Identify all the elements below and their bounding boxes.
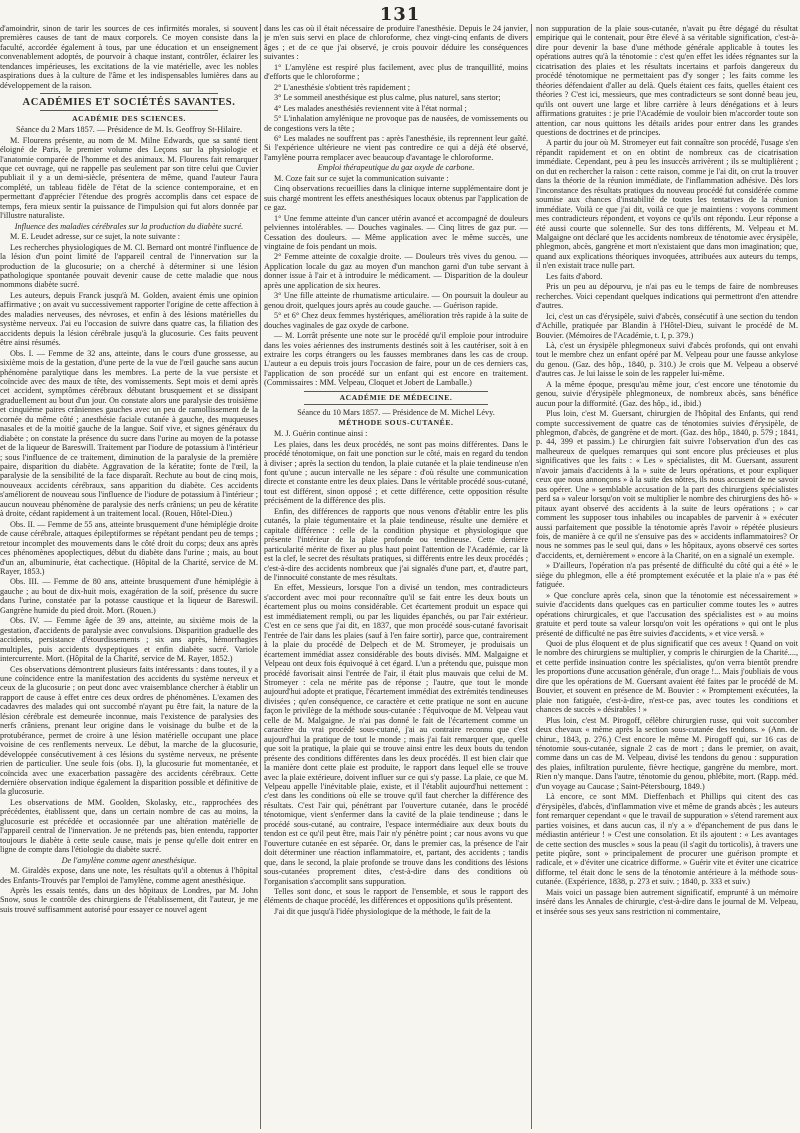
paragraph: — M. Lorrât présente une note sur le procédé qu'il emploie pour introduire dans les voies aériennes des instruments destinés soit à les cautériser, soit à en extraire les corps étrangers ou les fausses membranes dans les cas de croup. L'auteur a eu depuis trois jours l'occasion de faire, pour un de ces derniers cas, l'application de son procédé sur un enfant qui est encore en traitement. (Commissaires : MM. Velpeau, Cloquet et Jobert de Lamballe.) [264, 331, 528, 388]
paragraph: 5° et 6° Chez deux femmes hystériques, amélioration très rapide à la suite de douches vaginales de gaz oxyde de carbone. [264, 311, 528, 330]
section-rule-bottom [304, 404, 488, 405]
paragraph: 2° Femme atteinte de coxalgie droite. — Douleurs très vives du genou. — Application locale du gaz au moyen d'un manchon garni d'un tube servant à donner issue à l'air et à introduire le médicament. — Disparition de la douleur après une application de six heures. [264, 252, 528, 290]
list-item: 2° L'anesthésie s'obtient très rapidement ; [274, 82, 411, 92]
paragraph: Ces observations démontrent plusieurs faits intéressants : dans toutes, il y a une coïncidence entre la manifestation des accidents du système nerveux et ceux de la glucosurie ; on peut donc avec vraisemblance chercher à établir un rapport de cause à effet entre ces deux ordres de phénomènes. L'examen des cadavres des malades qui ont succombé n'ayant pu être fait, la nature de la lésion cérébrale est demeurée inconnue, mais l'existence de paralysies des nerfs crâniens, prenant leur origine dans le voisinage du bulbe et de la protubérance, permet de croire à une lésion matérielle occupant une place voisine de ces renflements nerveux. Le début, la marche de la glucosurie, développée consécutivement à ces lésions du système nerveux, ne présente rien de particulier. Une seule fois (obs. I), la glucosurie fut momentanée, et coïncida avec une exacerbation passagère des accidents cérébraux. Cette dernière observation indique également la disparition possible et définitive de la glucosurie. [0, 664, 258, 797]
seance-line: Séance du 2 Mars 1857. — Présidence de M. Is. Geoffroy St-Hilaire. [15, 125, 243, 135]
paragraph: J'ai dit que jusqu'à l'idée physiologique de la méthode, le fait de la [274, 906, 491, 916]
list-item: 1° L'amylène est respiré plus facilement, avec plus de tranquillité, moins d'efforts que le chloroforme ; [264, 62, 528, 82]
section-title: ACADÉMIES ET SOCIÉTÉS SAVANTES. [22, 97, 236, 109]
paragraph: Pris un peu au dépourvu, je n'ai pas eu le temps de faire de nombreuses recherches. Voici cependant quelques indications qui permettront d'en attendre d'autres. [536, 282, 798, 311]
observation-paragraph: Obs. III. — Femme de 80 ans, atteinte brusquement d'une hémiplégie à gauche ; au bout de dix-huit mois, exagération de la soif, présence du sucre dans l'urine, constatée par la potasse caustique et la liqueur de Bareswil. Gangrène humide du pied droit. Mort. (Rouen.) [0, 577, 258, 615]
paragraph: Quoi de plus éloquent et de plus significatif que ces aveux ! Quand on voit le nombre des chirurgiens se multiplier, y compris le chirurgien de la Charité...., et cette perfide insinuation contre les spécialistes, qu'on verra bientôt prendre les proportions d'une accusation générale, d'un orage !... Mais j'oubliais de vous dire que les opérations de M. Guersant avaient été faites par le procédé de M. Bouvier, et souvent en présence de M. Bouvier : « Promptement exécutées, la plaie non fatiguée, c'est-à-dire, n'est-ce pas, avec toutes les conditions et chances de succès » désirables ! » [536, 639, 798, 715]
list-item: 3° Le sommeil anesthésique est plus calme, plus naturel, sans stertor; [274, 93, 501, 103]
paragraph: Les recherches physiologiques de M. Cl. Bernard ont montré l'influence de la lésion d'un point limité de l'appareil central de l'innervation sur la production de la glucosurie; on a cherché à déterminer si une lésion pathologique spontanée pouvait devenir cause de cette maladie que nous nommons diabète sucré. [0, 242, 258, 290]
list-item: 6° Les malades ne souffrent pas : après l'anesthésie, ils reprennent leur gaîté. Si l'expérience ultérieure ne vient pas contredire ce qui a déjà été observé, l'amylène pourra remplacer avec beaucoup d'avantage le chloroforme. [264, 133, 528, 162]
section-rule-top [40, 93, 218, 94]
column-rule-right [531, 24, 532, 1129]
paragraph: Ici, c'est un cas d'érysipèle, suivi d'abcès, consécutif à une section du tendon d'Achille, pratiquée par Blandin à l'Hôtel-Dieu, suivant le procédé de M. Bouvier. (Mémoires de l'Académie, t. I, p. 379.) [536, 311, 798, 340]
paragraph: 3° Une fille atteinte de rhumatisme articulaire. — On poursuit la douleur au genou droit, quelques jours après au coude gauche. — Guérison rapide. [264, 291, 528, 310]
column-rule-left [260, 24, 261, 1129]
list-item: 4° Les malades anesthésiés reviennent vite à l'état normal ; [274, 103, 467, 113]
subheading: Influence des maladies cérébrales sur la production du diabète sucré. [14, 221, 244, 231]
paragraph: Les observations de MM. Goolden, Skolasky, etc., rapprochées des précédentes, établissent que, dans un certain nombre de cas au moins, la glucosurie est précédée et occasionnée par une altération matérielle de l'appareil central de l'innervation. Je ne prétends pas, bien entendu, rapporter toujours le diabète à cette seule cause, mais je pense qu'elle doit entrer en ligne de compte dans l'étiologie du diabète sucré. [0, 797, 258, 855]
paragraph: Les auteurs, depuis Franck jusqu'à M. Golden, avaient émis une opinion affirmative ; on avait vu successivement rapporter l'origine de cette affection à des maladies nerveuses, des névroses, et enfin à des lésions matérielles du système nerveux. J'ai eu l'occasion de suivre dans quatre cas, la filiation des accidents depuis la lésion cérébrale jusqu'à la glucosurie. Ces faits peuvent être ainsi résumés. [0, 290, 258, 348]
paragraph: A partir du jour où M. Stromeyer eut fait connaître son procédé, l'usage s'en répandit rapidement et on en obtint de nombreux cas de cicatrisation immédiate. Cependant, peu à peu les insuccès arrivèrent ; ils se multiplièrent ; on dut en rechercher la raison : cette raison, comme je l'ai dit, on crut la trouver dans la théorie de la réunion immédiate, de l'inflammation adhésive. Dès lors l'inconstance des résultats pratiques du nouveau procédé fut considérée comme soumise aux chances d'instabilité de toutes les tentatives de la réunion immédiate. Voilà ce que j'ai dit, voilà ce que je maintiens : voyons comment mes contradicteurs répondent, et voyons ce qu'ils ont répondu. Leur réponse a été aussi courte que solennelle. Sur des tons différents, M. Velpeau et M. Malgaigne ont déclaré que les accidents nombreux de ténotomie avec érysipèle, phlegmon, abcès, gangrène et mort n'existaient que dans mon imagination; que, quand aux explications théoriques invoquées, attribuées aux auteurs du temps, il n'en existait trace nulle part. [536, 138, 798, 271]
paragraph: En effet, Messieurs, lorsque l'on a divisé un tendon, mes contradicteurs s'accordent avec moi pour reconnaître qu'il se fait entre les deux bouts un écartement plus ou moins considérable. Cet écartement produit un espace qui est immédiatement rempli, ou par les liquides épanchés, ou par l'air extérieur. C'est en ce sens que j'ai dit, en 1837, que mon procédé sous-cutané favorisait l'entrée de l'air dans les plaies (sauf à l'en faire sortir), parce que, contrairement à la plaie du procédé de Delpech et de M. Stromeyer, je produisais un écartement immédiat assez considérable des bouts divisés. MM. Malgaigne et Velpeau ont deux fois équivoqué à cet égard. L'un a prétendu que, puisque mon procédé favorisait ainsi l'entrée de l'air, il était plus mauvais que celui de M. Stromeyer : cela ne mérite pas de réponse ; l'autre, que tout le monde aujourd'hui adopte et pratique, l'écartement immédiat des extrémités tendineuses divisées ; qu'en conséquence, ce caractère et cette pratique ne sont en aucune façon le privilège de la méthode sous-cutanée : l'équivoque de M. Velpeau vaut celle de M. Malgaigne. Je n'ai pas donné le fait de l'écartement comme un caractère du vrai procédé sous-cutané, j'ai au contraire reconnu que c'est aujourd'hui la pratique de tout le monde ; mais j'ai fait remarquer que, quelle que soit la pratique, la plaie qui se trouve ainsi entre les deux bouts du tendon présente des conditions différentes dans les deux procédés. Il est bien clair que la manière dont cette plaie est produite, le rapport dans lequel elle se trouve avec la plaie extérieure, doivent influer sur ce qui s'y passe. La plaie, ce que M. Velpeau appelle l'inévitable plaie, existe, et il l'établit aujourd'hui nettement : c'est dans les conditions où elle se trouve qu'il faut chercher la différence des résultats. C'est l'air qui, pénétrant par l'ouverture cutanée, dans le procédé ténotomique, vient s'enfermer dans la cavité de la plaie tendineuse ; dans le procédé sous-cutané, au contraire, l'espace intermédiaire aux deux bouts du tendon est ce qu'il peut être, mais l'air n'y pénètre point ; car nous avons vu que l'ouverture cutanée en est séparée. Or, dans le premier cas, la présence de l'air doit déterminer une réaction inflammatoire, et, partant, des accidents ; tandis que, dans le second, la plaie profonde se trouve dans les conditions des lésions sous-cutanées proprement dites, c'est-à-dire dans des conditions où l'organisation s'accomplit sans suppuration. [264, 583, 528, 886]
paragraph: Après les essais tentés, dans un des hôpitaux de Londres, par M. John Snow, sous le contrôle des chirurgiens de l'établissement, dit l'auteur, je me suis trouvé suffisamment autorisé pour essayer ce nouvel agent [0, 885, 258, 914]
paragraph: Là encore, ce sont MM. Dieffenbach et Phillips qui citent des cas d'érysipèles, d'abcès, d'inflammation vive et même de grands abcès ; les auteurs font remarquer cependant « que le travail de suppuration » s'étend rarement aux parties voisines, et dans aucun cas, il n'y a » d'épanchement de pus dans le médiastin antérieur ! » C'est une consolation. Et ils ajoutent : « Les avantages de cette section des muscles » sous la peau (il s'agit du torticolis), à travers une petite piqûre, sont » principalement de procurer une guérison prompte et radicale, et » d'éviter une cicatrice difforme. » Guérir vite et éviter une cicatrice difforme, tel était donc le sens de la ténotomie antérieure à la méthode sous-cutanée. (Expérience, 1838, p. 273 et suiv. ; 1840, p. 333 et suiv.) [536, 792, 798, 887]
paragraph: Les faits d'abord. [546, 271, 603, 281]
paragraph: M. J. Guérin continue ainsi : [274, 429, 368, 439]
paragraph: M. Coze fait sur ce sujet la communication suivante : [274, 173, 449, 183]
observation-paragraph: Obs. I. — Femme de 32 ans, atteinte, dans le cours d'une grossesse, au sixième mois de la gestation, d'une perte de la vue de l'œil gauche sans aucun phénomène paralytique dans les membres. La perte de la vue persiste et coïncide avec des maux de tête, des vomissements. Sept mois et demi après cet accident, symptômes cérébraux débutant brusquement et se dissipant graduellement au bout d'un jour. On constate alors une paralysie des troisième et cinquième paires crâniennes gauches avec un peu de ramollissement de la cornée du même côté ; anesthésie faciale cutanée à gauche, des muqueuses nasales et de la moitié gauche de la langue. Soif vive, et signes généraux du diabète ; on constate la présence du sucre dans l'urine au moyen de la potasse et de la liqueur de Bareswill. Traitement par l'iodure de potassium à l'intérieur ; sous l'influence de ce traitement, diminution de la paralysie de la première paire, disparition du diabète. Aggravation de la kératite; fonte de l'œil, la paralysie de la sensibilité de la face disparaît. Rechute au bout de cinq mois, nouveaux accidents cérébraux, sans apparition du diabète. Ces accidents s'améliorent de nouveau sous l'influence de l'iodure de potassium à l'intérieur ; aucun nouveau phénomène de paralysie des nerfs crâniens; un peu de kératite à droite, cédant rapidement à un traitement local. (Rouen, Hôtel-Dieu.) [0, 348, 258, 519]
paragraph: Enfin, des différences de rapports que nous venons d'établir entre les plis cutanés, la plaie tégumentaire et la plaie tendineuse, résulte une dernière et capitale différence : celle de la condition physique et physiologique que présente l'intérieur de la plaie profonde ou tendineuse. Cette dernière particularité mérite de fixer au plus haut point l'attention de l'Académie, car là est la clef, le secret des résultats pratiques, si différents entre les deux procédés ; c'est-à-dire des accidents nombreux que j'ai signalés d'une part, et, d'autre part, de l'innocuité constante de mes résultats. [264, 506, 528, 583]
quote-paragraph: » Que conclure après cela, sinon que la ténotomie est nécessairement » suivie d'accidents dans quelques cas en particulier comme toutes les » autres opérations chirurgicales, et que l'accusation des spécialistes est » au moins gratuite et perd toute sa valeur lorsqu'on voit les opérations » qui ont le plus présenté de difficulté ne pas être suivies d'accidents, » et vice versâ. » [536, 590, 798, 638]
academy-title: ACADÉMIE DE MÉDECINE. [339, 392, 453, 402]
paragraph: Là, c'est un érysipèle phlegmoneux suivi d'abcès profonds, qui ont envahi tout le membre chez un enfant opéré par M. Velpeau pour une fausse ankylose du genou. (Gaz. des hôp., 1840, p. 310.) Je crois que M. Velpeau a observé d'autres cas. Je lui laisse le soin de les rappeler lui-même. [536, 340, 798, 379]
seance-line: Séance du 10 Mars 1857. — Présidence de M. Michel Lévy. [297, 407, 495, 417]
paragraph: dans les cas où il était nécessaire de produire l'anesthésie. Depuis le 24 janvier, je m'en suis servi en place de chloroforme, chez vingt-cinq enfants de divers âges ; et de ce que j'ai observé, je crois pouvoir déduire les conséquences suivantes : [264, 24, 528, 62]
subheading: Emploi thérapeutique du gaz oxyde de carbone. [317, 163, 475, 173]
observation-paragraph: Obs. II. — Femme de 55 ans, atteinte brusquement d'une hémiplégie droite de cause cérébrale, attaques épileptiformes se répétant pendant peu de temps ; retour incomplet des mouvements dans le côté droit du corps; deux ans après ces phénomènes apoplectiques, début du diabète dans l'urine ; mais, au bout d'un an, albuminurie, état cachectique. (Hôpital de la Charité, service de M. Rayer, 1853.) [0, 519, 258, 577]
paragraph: Cinq observations recueillies dans la clinique interne supplémentaire dont je suis chargé montrent les effets anesthésiques locaux obtenus par l'application de ce gaz. [264, 184, 528, 213]
subheading: De l'amylène comme agent anesthésique. [61, 855, 197, 865]
paragraph: M. Flourens présente, au nom de M. Milne Edwards, que sa santé tient éloigné de Paris, le premier volume des Leçons sur la physiologie et l'anatomie comparée de l'homme et des animaux. M. Flourens fait remarquer que cet ouvrage, qui ne rappelle pas seulement par son titre celui que Cuvier publiait il y a un demi-siècle, présentera de même, quand l'auteur l'aura complété, un tableau fidèle de l'état de la science contemporaine, et en permettant d'apprécier l'étendue des progrès accomplis dans cet espace de temps, fera mieux sentir la puissance de l'impulsion qui fut alors donnée par l'illustre naturaliste. [0, 135, 258, 221]
paragraph: 1° Une femme atteinte d'un cancer utérin avancé et accompagné de douleurs pelviennes intolérables. — Douches vaginales. — Cinq litres de gaz pur. — Cessation des douleurs. — Même application avec le même succès, une vingtaine de fois pendant un mois. [264, 213, 528, 251]
paragraph: non suppuration de la plaie sous-cutanée, n'avait pu être dégagé du résultat empirique qui le contenait, pour être élevé à sa véritable signification, c'est-à-dire pour devenir la base d'une méthode générale applicable à toutes les opérations autres qu'à la ténotomie : c'est qu'en effet les idées régnantes sur la cicatrisation des plaies et les résultats incertains et parfois dangereux du procédé ténotomique ne permettaient pas d'y songer ; les faits comme les théories défendaient d'aller au delà. Quels étaient ces faits, quelles étaient ces théories ? C'est ici, messieurs, que mes contradicteurs se sont donné beau jeu, qu'ils ont ouvert une large et libre carrière à leurs dénégations et à leurs affirmations gratuites : je prie l'Académie de vouloir bien m'accorder toute son attention, car nous quittons les détails arides pour entrer dans les grandes questions de doctrines et de principes. [536, 24, 798, 137]
observation-paragraph: Obs. IV. — Femme âgée de 39 ans, atteinte, au sixième mois de la gestation, d'accidents de paralysie avec convulsions. Disparition graduelle des accidents, persistance d'étourdissements ; six ans après, hémorrhagies multiples, puis accidents dyspeptiques et enfin diabète sucré. Variole intercurrente. Mort. (Hôpital de la Charité, service de M. Rayer, 1852.) [0, 616, 258, 664]
academy-title: ACADÉMIE DES SCIENCES. [72, 114, 186, 124]
paragraph: Plus loin, c'est M. Pirogoff, célèbre chirurgien russe, qui voit succomber deux chevaux « mème après la section sous-cutanée des tendons. » (Ann. de chirur., 1843, p. 276.) C'est encore le même M. Pirogoff qui, sur 16 cas de ténotomie sous-cutanée, signale 2 cas de mort ; dans le premier, on avait, comme dans un cas de M. Velpeau, divisé les tendons du genou : suppuration des plaies, infiltration purulente, fièvre hectique, gangrène du membre, mort. Rien n'y manque. Dans l'autre, ténotomie du genou, phlébite, mort. (Rapp. méd. d'un voyage au Caucase ; Saint-Pétersbourg, 1849.) [536, 715, 798, 791]
section-rule-top [304, 391, 488, 392]
column-left [0, 24, 258, 1129]
paragraph: Les plaies, dans les deux procédés, ne sont pas moins différentes. Dans le procédé ténotomique, on fait une ponction sur le côté, mais en regard du tendon à diviser ; après la section du tendon, la plaie cutanée et la plaie tendineuse n'en font qu'une ; aucun intervalle ne les sépare : d'où résulte une communication directe et constante entre les deux plaies. Dans le véritable procédé sous-cutané, tout est différent, sinon opposé ; et cette différence, cette opposition résulte précisément de la différence des plis. [264, 439, 528, 506]
page-number: 131 [379, 4, 421, 25]
quote-paragraph: » D'ailleurs, l'opération n'a pas présenté de difficulté du côté qui a été » le siège du phlegmon, elle a été promptement exécutée et la plaie n'a » pas été fatiguée. [536, 561, 798, 590]
paragraph: Plus loin, c'est M. Guersant, chirurgien de l'hôpital des Enfants, qui rend compte successivement de quatre cas de ténotomies suivies d'érysipèle, de phlegmon, d'abcès, de gangrène et de mort. (Gaz. des hôp., 1840, p. 579 ; 1841, p. 44, 399 et passim.) Le chirurgien fait suivre l'observation d'un des cas malheureux de quelques remarques qui sont encore plus précieuses et plus significatives que les faits : « Les » spécialistes, dit M. Guersant, assurent n'avoir jamais d'accidents à la » suite de leurs opérations, et pour expliquer ceux que nous annonçons » à la suite des nôtres, ils nous accusent de ne savoir pas opérer. Une » semblable accusation de la part des chirurgiens spécialistes perd sa » valeur lorsqu'on voit se multiplier le nombre des chirurgiens des hô- » pitaux ayant observé des accidents à la suite de leurs opérations ; » car comment les supposer tous inhabiles ou incapables de parvenir à » exécuter aussi parfaitement que possible la ténotomie après l'avoir » répétée plusieurs fois, de manière à ce qu'il ne s'ensuive pas des » accidents inflammatoires? Or nous ne sommes pas le seul qui, dans » les hôpitaux, ayons observé ces sortes d'accidents, et, dernièrement » encore à la Charité, on en a signalé un exemple. [536, 409, 798, 560]
paragraph: A la même époque, presqu'au même jour, c'est encore une ténotomie du genou, suivie d'érysipèle phlegmoneux, de nombreux abcès, sans bénéfice aucun pour la difformité. (Gaz. des hôp., id., ibid.) [536, 379, 798, 408]
paragraph: M. Giraldès expose, dans une note, les résultats qu'il a obtenus à l'hôpital des Enfants-Trouvés par l'emploi de l'amylène, comme agent anesthésique. [0, 866, 258, 885]
section-rule-bottom [40, 110, 218, 111]
paragraph: Mais voici un passage bien autrement significatif, emprunté à un mémoire inséré dans les Annales de chirurgie, c'est-à-dire dans le journal de M. Velpeau, et insérée sous ses yeux sans restriction ni commentaire, [536, 887, 798, 916]
column-right [536, 24, 798, 1129]
column-middle [264, 24, 528, 1129]
paragraph: Telles sont donc, et sous le rapport de l'ensemble, et sous le rapport des éléments de chaque procédé, les différences et oppositions qu'ils présentent. [264, 886, 528, 906]
intro-paragraph: d'amoindrir, sinon de tarir les sources de ces infirmités morales, si souvent premières causes de tant de maux corporels. Ce moyen consiste dans la faculté, accordée également à tous, par une éducation et un enseignement convenablement adoptés, de pourvoir à chaque instant, contrôler, éclairer les tendances impérieuses, les excitations de la vie matérielle, avec les nobles aspirations dues à la culture de l'âme et les indispensables lumières dans au développement de la raison. [0, 24, 258, 90]
paragraph: M. E. Leudet adresse, sur ce sujet, la note suivante : [10, 232, 181, 242]
list-item: 5° L'inhalation amylénique ne provoque pas de nausées, de vomissements ou de congestions vers la tête ; [264, 114, 528, 133]
method-title: MÉTHODE SOUS-CUTANÉE. [338, 418, 454, 428]
